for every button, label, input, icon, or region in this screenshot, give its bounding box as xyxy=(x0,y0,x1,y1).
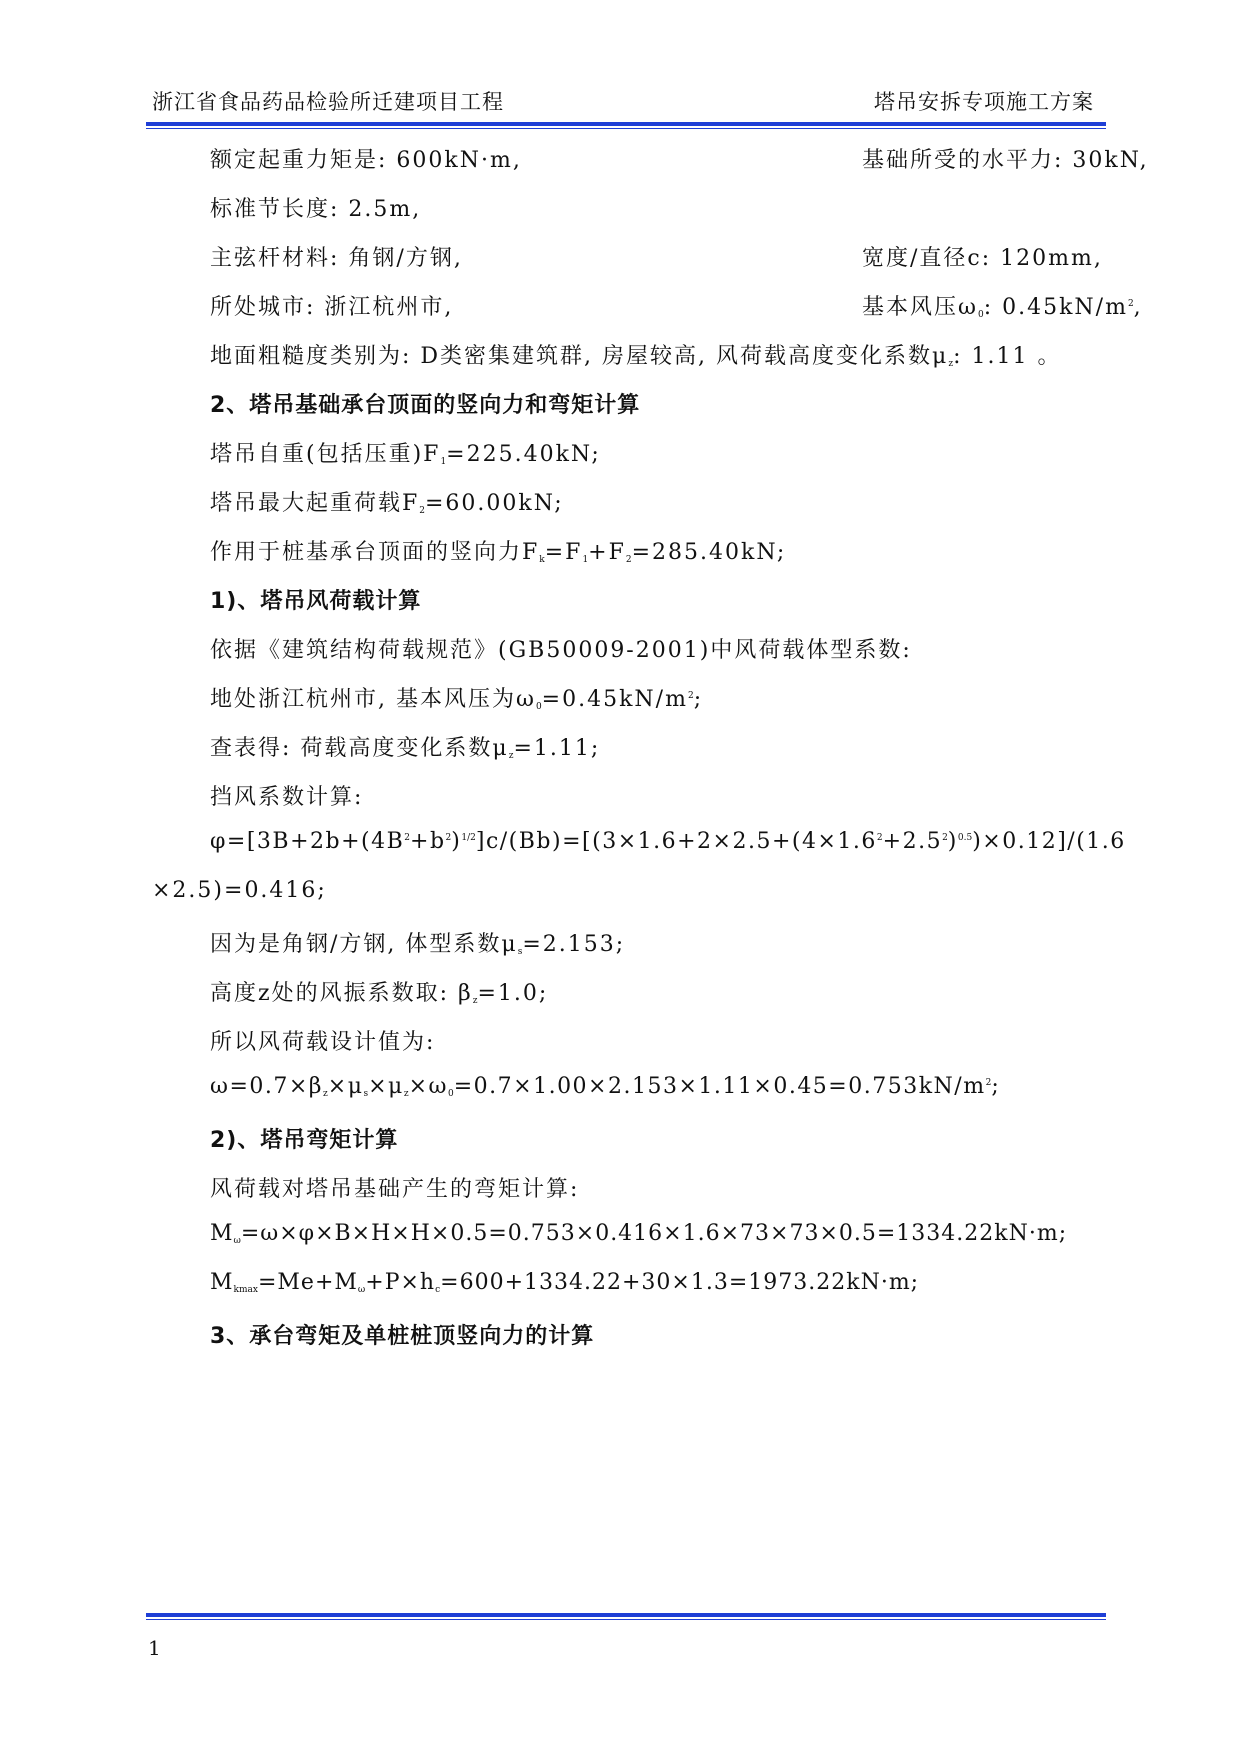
mk-part-b: =Me+M xyxy=(257,1270,358,1295)
shape-label: 因为是角钢/方钢, 体型系数μ xyxy=(210,932,518,957)
mk-part-d: =600+1334.22+30×1.3=1973.22kN·m; xyxy=(440,1270,920,1295)
location-sub: 0 xyxy=(535,702,542,712)
phi-sup4: 2 xyxy=(876,833,883,843)
wind-pressure-sub: 0 xyxy=(977,310,984,320)
w-sub3: z xyxy=(403,1089,409,1099)
param-row-1 xyxy=(210,143,1149,174)
rated-moment: 额定起重力矩是: 600kN·m, xyxy=(210,148,522,173)
table-label: 查表得: 荷载高度变化系数μ xyxy=(210,736,509,761)
phi-sup1: 2 xyxy=(404,833,411,843)
fk-label: 作用于桩基承台顶面的竖向力F xyxy=(210,540,540,565)
w-part-c: ×μ xyxy=(368,1074,404,1099)
roughness-text: 地面粗糙度类别为: D类密集建筑群, 房屋较高, 风荷载高度变化系数μ xyxy=(210,344,949,369)
mk-sub2: ω xyxy=(357,1285,366,1295)
table-sub: z xyxy=(508,751,514,761)
basic-wind-pressure xyxy=(862,290,1143,321)
mk-sub: kmax xyxy=(233,1285,258,1295)
phi-sup2: 2 xyxy=(445,833,452,843)
page-header xyxy=(146,86,1106,116)
f1-value: =225.40kN; xyxy=(446,442,601,467)
roughness-sub: z xyxy=(948,359,954,369)
section-2-heading: 2、塔吊基础承台顶面的竖向力和弯矩计算 xyxy=(210,393,641,418)
param-row-4 xyxy=(210,290,1143,321)
phi-sup5: 2 xyxy=(942,833,948,843)
footer-rule-thin xyxy=(146,1619,1106,1620)
design-value-label: 所以风荷载设计值为: xyxy=(210,1030,436,1055)
fk-sub1: 1 xyxy=(582,555,589,565)
city: 所处城市: 浙江杭州市, xyxy=(210,295,454,320)
wind-pressure-label: 基本风压ω xyxy=(862,295,978,320)
w-part-e: =0.7×1.00×2.153×1.11×0.45=0.753kN/m xyxy=(453,1074,986,1099)
max-moment-formula xyxy=(210,1270,919,1295)
location-end: ; xyxy=(693,687,704,712)
f2-value: =60.00kN; xyxy=(425,491,564,516)
w-sub4: 0 xyxy=(447,1089,454,1099)
wind-pressure-end: , xyxy=(1133,295,1143,320)
f1-sub: 1 xyxy=(440,457,447,467)
wind-load-formula xyxy=(210,1074,1000,1099)
mw-part-a: M xyxy=(210,1221,234,1246)
fk-sub: k xyxy=(539,555,545,565)
section-3-heading: 3、承台弯矩及单桩桩顶竖向力的计算 xyxy=(210,1324,595,1349)
phi-formula-continued: ×2.5)=0.416; xyxy=(152,878,327,903)
ground-roughness xyxy=(210,339,1061,370)
wind-moment-formula xyxy=(210,1221,1067,1246)
moment-intro: 风荷载对塔吊基础产生的弯矩计算: xyxy=(210,1177,580,1202)
table-value: =1.11; xyxy=(513,736,601,761)
phi-part-b: +b xyxy=(410,829,446,854)
self-weight-f1 xyxy=(210,437,601,468)
shape-value: =2.153; xyxy=(522,932,626,957)
f2-label: 塔吊最大起重荷载F xyxy=(210,491,420,516)
mk-part-a: M xyxy=(210,1270,234,1295)
location-value: =0.45kN/m xyxy=(541,687,688,712)
w-part-d: ×ω xyxy=(408,1074,448,1099)
w-part-b: ×μ xyxy=(327,1074,364,1099)
vib-value: =1.0; xyxy=(477,981,549,1006)
section-2-2-heading: 2)、塔吊弯矩计算 xyxy=(210,1128,399,1153)
phi-sup3: 1/2 xyxy=(461,833,476,843)
location-wind-pressure xyxy=(210,682,703,713)
vib-label: 高度z处的风振系数取: β xyxy=(210,981,473,1006)
phi-part-d: ]c/(Bb)=[(3×1.6+2×2.5+(4×1.6 xyxy=(475,829,877,854)
mw-sub: ω xyxy=(233,1236,241,1246)
vertical-force-fk xyxy=(210,535,786,566)
f1-label: 塔吊自重(包括压重)F xyxy=(210,442,441,467)
phi-part-e: +2.5 xyxy=(882,829,943,854)
w-sub2: s xyxy=(363,1089,369,1099)
roughness-value: : 1.11 。 xyxy=(953,344,1062,369)
header-document-title: 塔吊安拆专项施工方案 xyxy=(874,90,1094,114)
wind-pressure-sup: 2 xyxy=(1127,299,1134,309)
shield-coefficient-label: 挡风系数计算: xyxy=(210,785,364,810)
shape-sub: s xyxy=(517,947,523,957)
w-part-f: ; xyxy=(991,1074,1001,1099)
header-rule-thin xyxy=(146,128,1106,129)
w-part-a: ω=0.7×β xyxy=(210,1074,324,1099)
phi-formula xyxy=(210,829,1126,854)
width-diameter: 宽度/直径c: 120mm, xyxy=(862,246,1103,271)
section-2-1-heading: 1)、塔吊风荷载计算 xyxy=(210,589,422,614)
phi-part-c: ) xyxy=(451,829,462,854)
w-sub1: z xyxy=(323,1089,328,1099)
section-length: 标准节长度: 2.5m, xyxy=(210,197,422,222)
phi-sup6: 0.5 xyxy=(957,833,973,843)
phi-part-g: )×0.12]/(1.6 xyxy=(972,829,1126,854)
fk-eq: =F xyxy=(544,540,583,565)
fk-value: =285.40kN; xyxy=(631,540,787,565)
mw-part-b: =ω×φ×B×H×H×0.5=0.753×0.416×1.6×73×73×0.5=1334.22kN·m; xyxy=(240,1221,1068,1246)
header-rule xyxy=(146,122,1106,126)
height-coefficient xyxy=(210,731,600,762)
fk-sub2: 2 xyxy=(625,555,632,565)
location-label: 地处浙江杭州市, 基本风压为ω xyxy=(210,687,536,712)
wind-pressure-value: : 0.45kN/m xyxy=(983,295,1128,320)
header-project-title: 浙江省食品药品检验所迁建项目工程 xyxy=(152,90,504,114)
max-load-f2 xyxy=(210,486,564,517)
shape-coefficient xyxy=(210,927,625,958)
phi-part-a: φ=[3B+2b+(4B xyxy=(210,829,405,854)
mk-sub3: c xyxy=(435,1285,441,1295)
phi-part-f: ) xyxy=(947,829,958,854)
wind-vibration-coefficient xyxy=(210,976,548,1007)
mk-part-c: +P×h xyxy=(365,1270,436,1295)
vib-sub: z xyxy=(472,996,478,1006)
chord-material: 主弦杆材料: 角钢/方钢, xyxy=(210,246,463,271)
param-row-3 xyxy=(210,241,1110,272)
horizontal-force: 基础所受的水平力: 30kN, xyxy=(862,148,1149,173)
location-sup: 2 xyxy=(687,691,694,701)
w-sup: 2 xyxy=(985,1078,992,1088)
f2-sub: 2 xyxy=(419,506,425,516)
page-number: 1 xyxy=(148,1636,161,1660)
code-basis: 依据《建筑结构荷载规范》(GB50009-2001)中风荷载体型系数: xyxy=(210,638,912,663)
footer-rule xyxy=(146,1613,1106,1617)
fk-plus: +F xyxy=(588,540,626,565)
